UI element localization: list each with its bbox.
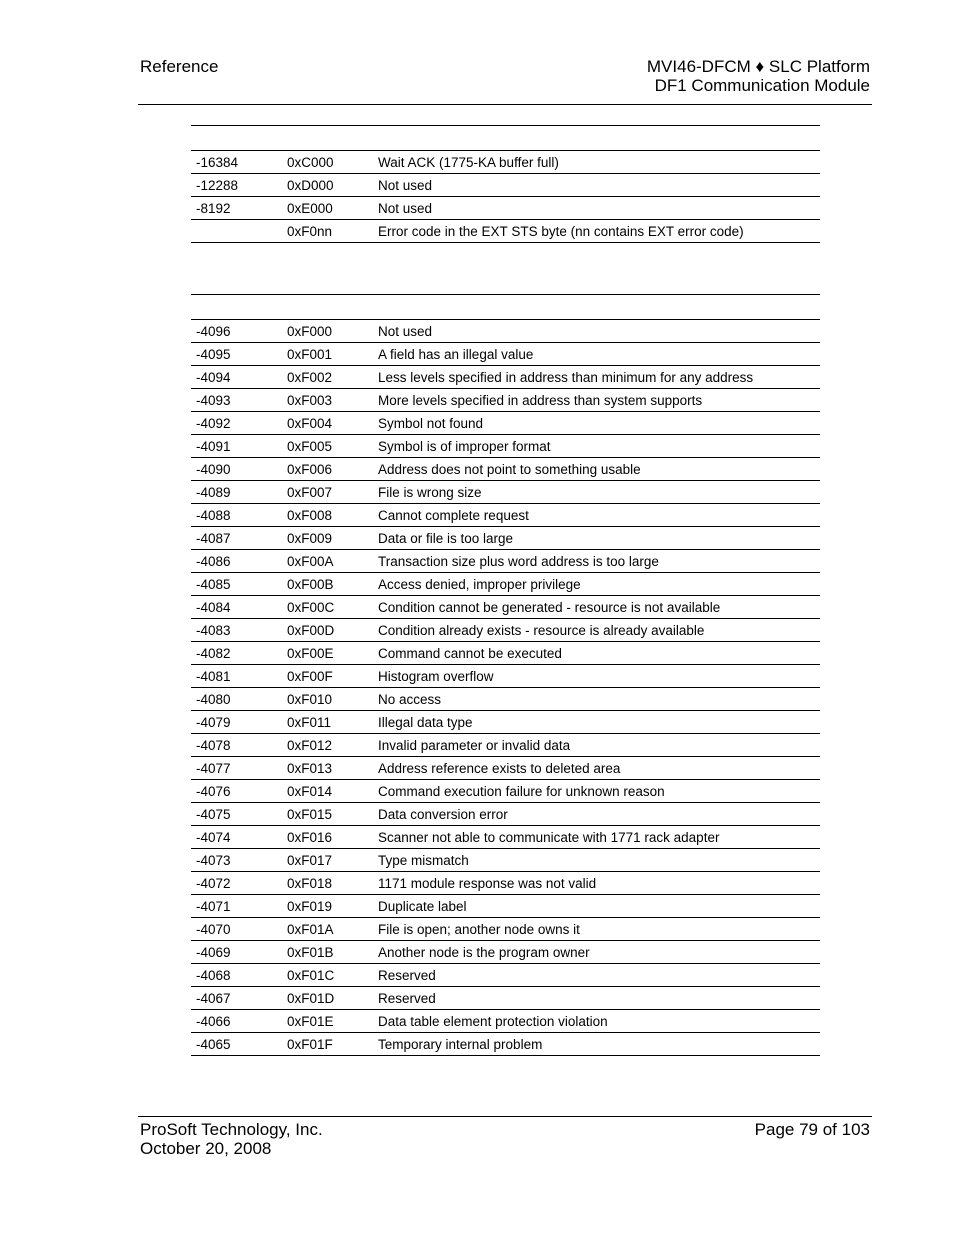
decimal-code-cell: -4066: [196, 1014, 231, 1029]
description-cell: Error code in the EXT STS byte (nn contains EXT error code): [378, 224, 744, 239]
decimal-code-cell: -4084: [196, 600, 231, 615]
decimal-code-cell: -4090: [196, 462, 231, 477]
description-cell: Duplicate label: [378, 899, 467, 914]
description-cell: Access denied, improper privilege: [378, 577, 581, 592]
hex-code-cell: 0xF019: [287, 899, 333, 914]
decimal-code-cell: -4095: [196, 347, 231, 362]
decimal-code-cell: -4074: [196, 830, 231, 845]
decimal-code-cell: -4085: [196, 577, 231, 592]
table-row: [191, 550, 820, 573]
description-cell: Not used: [378, 324, 433, 339]
hex-code-cell: 0xF00B: [287, 577, 334, 592]
hex-code-cell: 0xF008: [287, 508, 333, 523]
footer-left: [140, 1120, 323, 1158]
description-cell: Address reference exists to deleted area: [378, 761, 621, 776]
decimal-code-cell: -4080: [196, 692, 231, 707]
table-row: [191, 918, 820, 941]
description-cell: Command execution failure for unknown reason: [378, 784, 665, 799]
header-product: [647, 57, 870, 95]
table-row: [191, 642, 820, 665]
footer-date: October 20, 2008: [140, 1139, 272, 1158]
decimal-code-cell: -4078: [196, 738, 231, 753]
hex-code-cell: 0xF017: [287, 853, 333, 868]
hex-code-cell: 0xF013: [287, 761, 333, 776]
description-cell: Symbol not found: [378, 416, 484, 431]
decimal-code-cell: -4071: [196, 899, 231, 914]
description-cell: Another node is the program owner: [378, 945, 590, 960]
table-row: [191, 849, 820, 872]
decimal-code-cell: -4075: [196, 807, 231, 822]
decimal-code-cell: -4067: [196, 991, 231, 1006]
description-cell: File is open; another node owns it: [378, 922, 580, 937]
table-row: [191, 757, 820, 780]
table-row: [191, 527, 820, 550]
header-divider: [138, 104, 872, 105]
hex-code-cell: 0xF016: [287, 830, 333, 845]
hex-code-cell: 0xF01A: [287, 922, 334, 937]
table-row: [191, 803, 820, 826]
description-cell: Invalid parameter or invalid data: [378, 738, 571, 753]
description-cell: Cannot complete request: [378, 508, 529, 523]
table-row: [191, 458, 820, 481]
decimal-code-cell: -4088: [196, 508, 231, 523]
table-row: [191, 412, 820, 435]
hex-code-cell: 0xF018: [287, 876, 333, 891]
table-row: [191, 941, 820, 964]
table-header-row: [191, 294, 820, 320]
hex-code-cell: 0xF002: [287, 370, 333, 385]
description-cell: Wait ACK (1775-KA buffer full): [378, 155, 559, 170]
table-row: [191, 619, 820, 642]
decimal-code-cell: -4077: [196, 761, 231, 776]
table-row: [191, 1010, 820, 1033]
decimal-code-cell: -4086: [196, 554, 231, 569]
table-row: [191, 389, 820, 412]
table-row: [191, 964, 820, 987]
hex-code-cell: 0xF01F: [287, 1037, 333, 1052]
table-row: [191, 343, 820, 366]
decimal-code-cell: -16384: [196, 155, 239, 170]
decimal-code-cell: -12288: [196, 178, 239, 193]
description-cell: File is wrong size: [378, 485, 482, 500]
description-cell: Command cannot be executed: [378, 646, 562, 661]
decimal-code-cell: -4089: [196, 485, 231, 500]
hex-code-cell: 0xF015: [287, 807, 333, 822]
decimal-code-cell: -4091: [196, 439, 231, 454]
decimal-code-cell: -4073: [196, 853, 231, 868]
table-row: [191, 734, 820, 757]
footer-divider: [138, 1116, 872, 1117]
description-cell: Temporary internal problem: [378, 1037, 543, 1052]
description-cell: 1171 module response was not valid: [378, 876, 597, 891]
decimal-code-cell: -4087: [196, 531, 231, 546]
hex-code-cell: 0xE000: [287, 201, 333, 216]
hex-code-cell: 0xF004: [287, 416, 333, 431]
error-code-table-1: [191, 125, 820, 243]
table-row: [191, 151, 820, 174]
description-cell: Reserved: [378, 968, 436, 983]
hex-code-cell: 0xF01C: [287, 968, 335, 983]
table-row: [191, 1033, 820, 1056]
decimal-code-cell: -4094: [196, 370, 231, 385]
decimal-code-cell: -4069: [196, 945, 231, 960]
description-cell: Illegal data type: [378, 715, 473, 730]
decimal-code-cell: -4070: [196, 922, 231, 937]
hex-code-cell: 0xF01D: [287, 991, 335, 1006]
table-row: [191, 481, 820, 504]
hex-code-cell: 0xF005: [287, 439, 333, 454]
header-product-line1: MVI46-DFCM ♦ SLC Platform: [646, 57, 870, 76]
hex-code-cell: 0xF00F: [287, 669, 333, 684]
decimal-code-cell: -4076: [196, 784, 231, 799]
description-cell: Histogram overflow: [378, 669, 494, 684]
decimal-code-cell: -4065: [196, 1037, 231, 1052]
decimal-code-cell: -4079: [196, 715, 231, 730]
table-row: [191, 174, 820, 197]
header-product-line2: DF1 Communication Module: [654, 76, 870, 95]
hex-code-cell: 0xF007: [287, 485, 333, 500]
table-row: [191, 872, 820, 895]
footer-page-number: Page 79 of 103: [754, 1120, 870, 1139]
table-row: [191, 665, 820, 688]
footer-company: ProSoft Technology, Inc.: [140, 1120, 323, 1139]
hex-code-cell: 0xF003: [287, 393, 333, 408]
description-cell: Condition already exists - resource is already available: [378, 623, 705, 638]
hex-code-cell: 0xF014: [287, 784, 333, 799]
table-row: [191, 711, 820, 734]
table-row: [191, 366, 820, 389]
table-row: [191, 435, 820, 458]
description-cell: Transaction size plus word address is too large: [378, 554, 659, 569]
description-cell: More levels specified in address than system supports: [378, 393, 703, 408]
description-cell: Condition cannot be generated - resource is not available: [378, 600, 721, 615]
decimal-code-cell: -4083: [196, 623, 231, 638]
hex-code-cell: 0xF01E: [287, 1014, 334, 1029]
description-cell: Address does not point to something usable: [378, 462, 641, 477]
table-row: [191, 596, 820, 619]
hex-code-cell: 0xF010: [287, 692, 333, 707]
table-row: [191, 320, 820, 343]
description-cell: Type mismatch: [378, 853, 469, 868]
decimal-code-cell: -4081: [196, 669, 231, 684]
hex-code-cell: 0xF00D: [287, 623, 335, 638]
hex-code-cell: 0xF00C: [287, 600, 335, 615]
table-row: [191, 780, 820, 803]
table-row: [191, 895, 820, 918]
description-cell: Less levels specified in address than minimum for any address: [378, 370, 754, 385]
hex-code-cell: 0xC000: [287, 155, 334, 170]
decimal-code-cell: -8192: [196, 201, 231, 216]
description-cell: Not used: [378, 201, 433, 216]
hex-code-cell: 0xF012: [287, 738, 333, 753]
error-code-table-2: [191, 294, 820, 1056]
table-row: [191, 197, 820, 220]
decimal-code-cell: -4093: [196, 393, 231, 408]
table-row: [191, 987, 820, 1010]
table-row: [191, 220, 820, 243]
hex-code-cell: 0xF00E: [287, 646, 334, 661]
table-row: [191, 688, 820, 711]
hex-code-cell: 0xF009: [287, 531, 333, 546]
table-row: [191, 573, 820, 596]
hex-code-cell: 0xF006: [287, 462, 333, 477]
hex-code-cell: 0xD000: [287, 178, 334, 193]
hex-code-cell: 0xF001: [287, 347, 333, 362]
hex-code-cell: 0xF0nn: [287, 224, 333, 239]
description-cell: Data or file is too large: [378, 531, 514, 546]
description-cell: Data conversion error: [378, 807, 508, 822]
decimal-code-cell: -4068: [196, 968, 231, 983]
table-row: [191, 504, 820, 527]
description-cell: Data table element protection violation: [378, 1014, 608, 1029]
hex-code-cell: 0xF000: [287, 324, 333, 339]
header-section: Reference: [140, 57, 219, 76]
description-cell: Reserved: [378, 991, 436, 1006]
hex-code-cell: 0xF01B: [287, 945, 334, 960]
description-cell: A field has an illegal value: [378, 347, 534, 362]
hex-code-cell: 0xF011: [287, 715, 332, 730]
decimal-code-cell: -4096: [196, 324, 231, 339]
decimal-code-cell: -4082: [196, 646, 231, 661]
decimal-code-cell: -4072: [196, 876, 231, 891]
table-header-row: [191, 125, 820, 151]
table-row: [191, 826, 820, 849]
description-cell: Scanner not able to communicate with 1771 rack adapter: [378, 830, 720, 845]
decimal-code-cell: -4092: [196, 416, 231, 431]
description-cell: Not used: [378, 178, 433, 193]
description-cell: Symbol is of improper format: [378, 439, 551, 454]
description-cell: No access: [378, 692, 442, 707]
hex-code-cell: 0xF00A: [287, 554, 334, 569]
